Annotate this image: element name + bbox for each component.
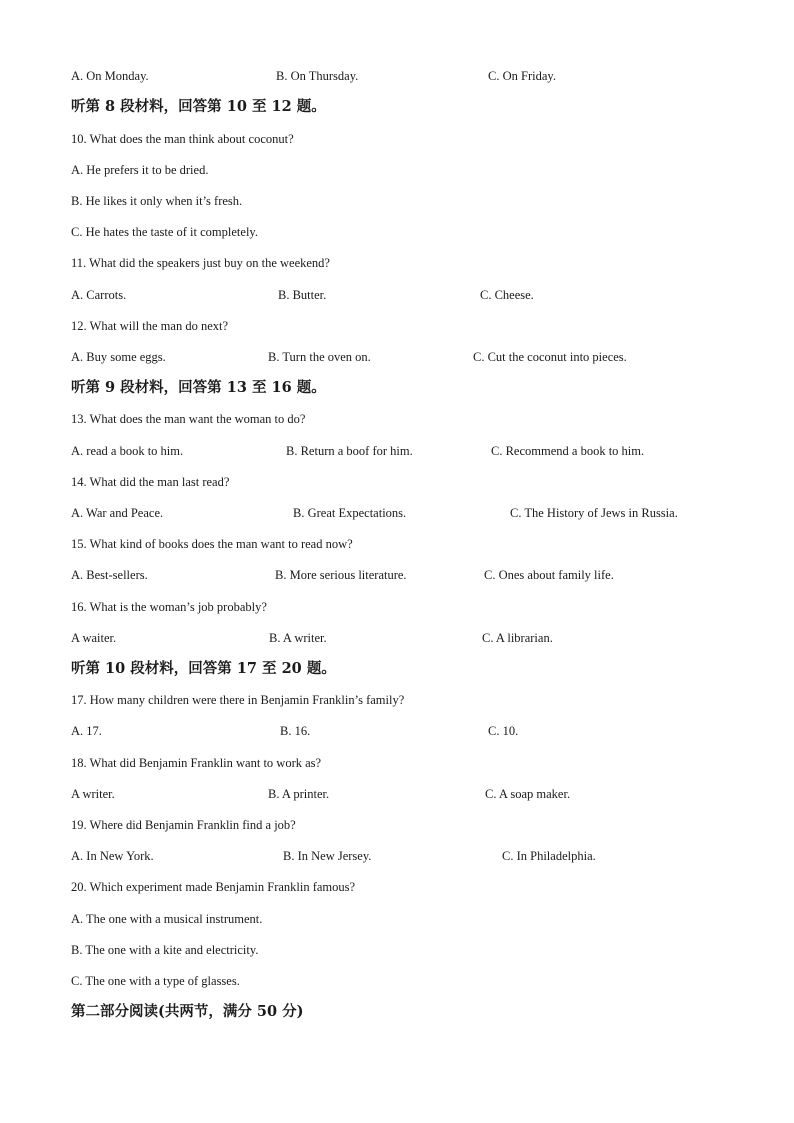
option-b: B. A writer.	[269, 631, 327, 645]
option-c: C. Recommend a book to him.	[491, 444, 645, 458]
option-a: A. War and Peace.	[71, 506, 164, 520]
question-20: 20. Which experiment made Benjamin Franklin famous?	[71, 880, 356, 894]
option-a: A writer.	[71, 787, 115, 801]
option-b: B. More serious literature.	[275, 568, 407, 582]
option-b: B. Turn the oven on.	[268, 350, 371, 364]
option-b: B. Great Expectations.	[293, 506, 407, 520]
question-11: 11. What did the speakers just buy on the weekend?	[71, 256, 330, 270]
option-c: C. The History of Jews in Russia.	[510, 506, 678, 520]
question-12: 12. What will the man do next?	[71, 319, 229, 333]
option-a: A. He prefers it to be dried.	[71, 163, 209, 177]
option-b: B. 16.	[280, 724, 311, 738]
question-19: 19. Where did Benjamin Franklin find a job?	[71, 818, 296, 832]
option-c: C. A librarian.	[482, 631, 553, 645]
option-a: A. 17.	[71, 724, 102, 738]
option-a: A. On Monday.	[71, 69, 149, 83]
option-c: C. In Philadelphia.	[502, 849, 596, 863]
option-c: C. Cut the coconut into pieces.	[473, 350, 627, 364]
question-14: 14. What did the man last read?	[71, 475, 230, 489]
option-a: A. Buy some eggs.	[71, 350, 166, 364]
option-c: C. On Friday.	[488, 69, 556, 83]
section-heading: 听第 8 段材料，回答第 10 至 12 题。	[71, 98, 326, 115]
option-c: C. Cheese.	[480, 288, 534, 302]
option-b: B. A printer.	[268, 787, 330, 801]
option-b: B. He likes it only when it’s fresh.	[71, 194, 243, 208]
option-c: C. 10.	[488, 724, 519, 738]
option-c: C. He hates the taste of it completely.	[71, 225, 258, 239]
option-b: B. Butter.	[278, 288, 327, 302]
option-a: A. Best-sellers.	[71, 568, 148, 582]
question-18: 18. What did Benjamin Franklin want to work as?	[71, 756, 322, 770]
section-heading: 听第 9 段材料，回答第 13 至 16 题。	[71, 379, 326, 396]
option-c: C. The one with a type of glasses.	[71, 974, 240, 988]
question-10: 10. What does the man think about coconut?	[71, 132, 294, 146]
question-17: 17. How many children were there in Benjamin Franklin’s family?	[71, 693, 405, 707]
option-b: B. In New Jersey.	[283, 849, 372, 863]
part-heading: 第二部分阅读(共两节，满分 50 分)	[71, 1003, 304, 1020]
option-c: C. Ones about family life.	[484, 568, 614, 582]
question-16: 16. What is the woman’s job probably?	[71, 600, 267, 614]
option-a: A waiter.	[71, 631, 117, 645]
option-c: C. A soap maker.	[485, 787, 571, 801]
section-heading: 听第 10 段材料，回答第 17 至 20 题。	[71, 660, 336, 677]
question-13: 13. What does the man want the woman to do?	[71, 412, 306, 426]
option-a: A. Carrots.	[71, 288, 127, 302]
option-b: B. On Thursday.	[276, 69, 359, 83]
option-a: A. In New York.	[71, 849, 154, 863]
option-b: B. Return a boof for him.	[286, 444, 413, 458]
question-15: 15. What kind of books does the man want to read now?	[71, 537, 353, 551]
option-a: A. read a book to him.	[71, 444, 184, 458]
option-a: A. The one with a musical instrument.	[71, 912, 263, 926]
option-b: B. The one with a kite and electricity.	[71, 943, 259, 957]
